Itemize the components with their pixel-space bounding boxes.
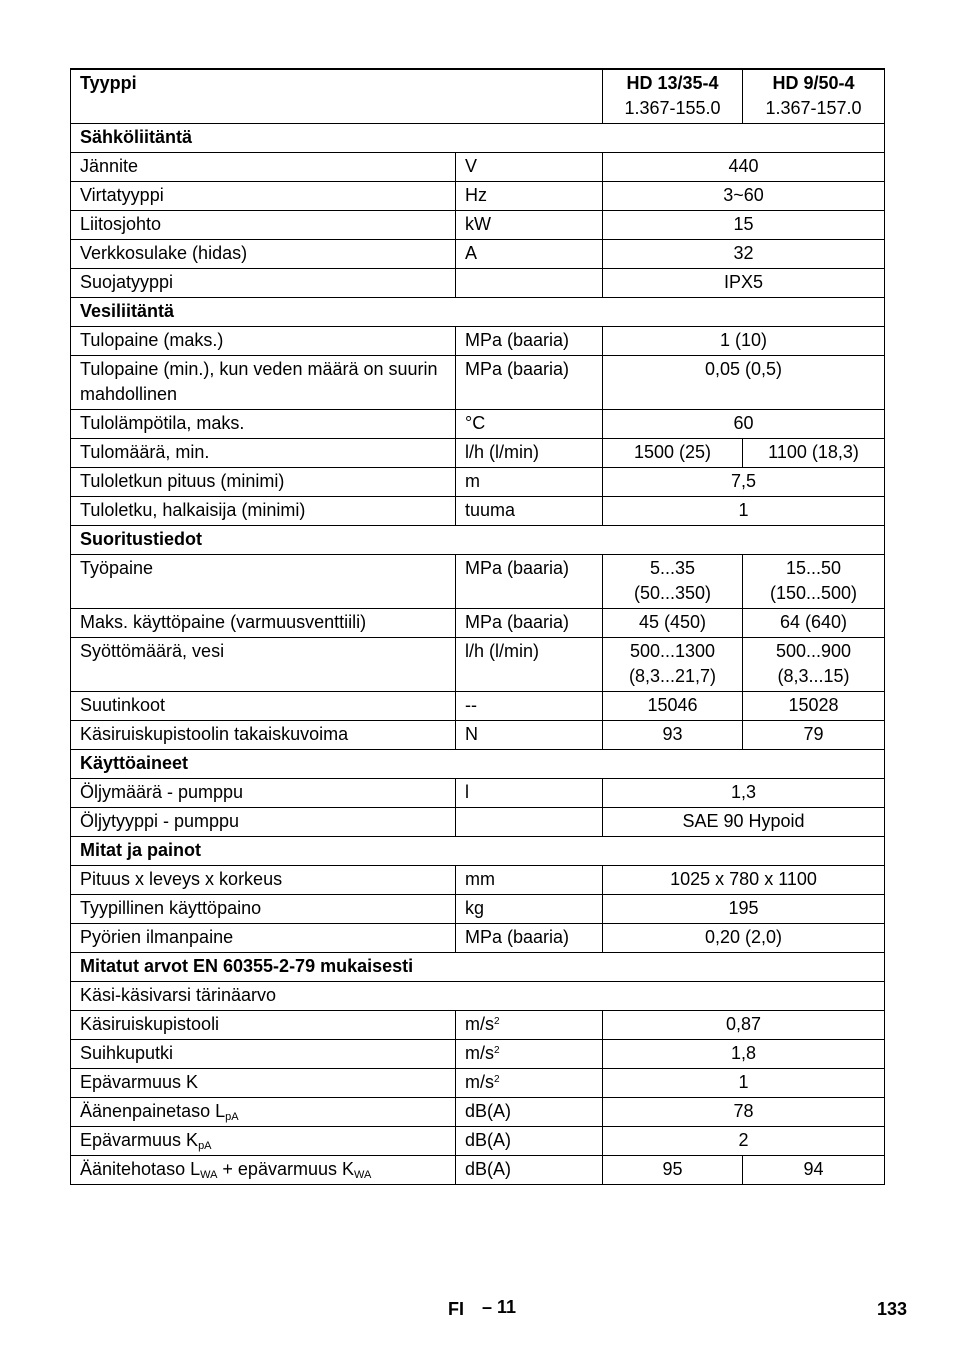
row-label: Käsiruiskupistoolin takaiskuvoima — [71, 721, 456, 750]
row-value-model-1: 500...1300 (8,3...21,7) — [603, 638, 743, 692]
row-value-model-2: 64 (640) — [743, 609, 885, 638]
row-value-model-2: 500...900 (8,3...15) — [743, 638, 885, 692]
table-row — [71, 497, 885, 526]
row-unit: MPa (baaria) — [456, 924, 603, 953]
subheading-row — [71, 982, 885, 1011]
table-row — [71, 808, 885, 837]
model-2-name: HD 9/50-4 — [772, 73, 855, 93]
row-unit: Hz — [456, 182, 603, 211]
model-1-header — [603, 69, 743, 124]
table-row — [71, 555, 885, 609]
model-2-header — [743, 69, 885, 124]
table-row — [71, 895, 885, 924]
table-row — [71, 356, 885, 410]
row-unit: l — [456, 779, 603, 808]
row-unit: mm — [456, 866, 603, 895]
table-row — [71, 1098, 885, 1127]
row-label: Suihkuputki — [71, 1040, 456, 1069]
table-row — [71, 153, 885, 182]
table-row — [71, 439, 885, 468]
row-label: Epävarmuus $K_{pA}$ — [71, 1127, 456, 1156]
row-value: 440 — [603, 153, 885, 182]
row-unit: m — [456, 468, 603, 497]
row-unit — [456, 808, 603, 837]
row-label: Pyörien ilmanpaine — [71, 924, 456, 953]
row-label: Työpaine — [71, 555, 456, 609]
row-value: IPX5 — [603, 269, 885, 298]
row-value: 1 — [603, 497, 885, 526]
row-label: Suojatyyppi — [71, 269, 456, 298]
model-1-code: 1.367-155.0 — [624, 98, 721, 118]
row-value: SAE 90 Hypoid — [603, 808, 885, 837]
row-unit: tuuma — [456, 497, 603, 526]
row-unit: MPa (baaria) — [456, 356, 603, 410]
row-value: 1 (10) — [603, 327, 885, 356]
row-value: 7,5 — [603, 468, 885, 497]
row-value: 15 — [603, 211, 885, 240]
row-value-model-2: 1100 (18,3) — [743, 439, 885, 468]
row-label: Pituus x leveys x korkeus — [71, 866, 456, 895]
table-row — [71, 269, 885, 298]
row-unit: kg — [456, 895, 603, 924]
model-1-name: HD 13/35-4 — [626, 73, 719, 93]
row-unit: °C — [456, 410, 603, 439]
row-label: Maks. käyttöpaine (varmuusventtiili) — [71, 609, 456, 638]
table-header-row — [71, 69, 885, 124]
row-unit: dB(A) — [456, 1127, 603, 1156]
table-row — [71, 1127, 885, 1156]
row-value-model-2: 15...50 (150...500) — [743, 555, 885, 609]
row-label: Äänitehotaso $L_{WA}$ + epävarmuus $K_{WA}$ — [71, 1156, 456, 1185]
row-unit: N — [456, 721, 603, 750]
page-number: 133 — [877, 1299, 908, 1319]
row-value: 0,87 — [603, 1011, 885, 1040]
row-unit: l/h (l/min) — [456, 638, 603, 692]
vibration-subheading: Käsi-käsivarsi tärinäarvo — [71, 982, 885, 1011]
row-value: 0,20 (2,0) — [603, 924, 885, 953]
row-unit — [456, 269, 603, 298]
technical-data-table — [70, 68, 885, 1185]
row-value: 0,05 (0,5) — [603, 356, 885, 410]
table-row — [71, 182, 885, 211]
row-label: Käsiruiskupistooli — [71, 1011, 456, 1040]
table-row — [71, 1011, 885, 1040]
row-value-model-2: 94 — [743, 1156, 885, 1185]
table-row — [71, 609, 885, 638]
row-unit: $m/s^2$ — [456, 1011, 603, 1040]
model-2-code: 1.367-157.0 — [765, 98, 862, 118]
table-row — [71, 779, 885, 808]
row-label: Liitosjohto — [71, 211, 456, 240]
row-label: Tulolämpötila, maks. — [71, 410, 456, 439]
row-label: Tulopaine (maks.) — [71, 327, 456, 356]
table-row — [71, 638, 885, 692]
row-label: Äänenpainetaso $L_{pA}$ — [71, 1098, 456, 1127]
table-row — [71, 327, 885, 356]
section-heading-measured-values: Mitatut arvot EN 60355-2-79 mukaisesti — [71, 953, 885, 982]
row-unit: l/h (l/min) — [456, 439, 603, 468]
row-unit: A — [456, 240, 603, 269]
table-row — [71, 866, 885, 895]
row-label: Jännite — [71, 153, 456, 182]
row-label: Öljytyyppi - pumppu — [71, 808, 456, 837]
row-label: Verkkosulake (hidas) — [71, 240, 456, 269]
row-unit: V — [456, 153, 603, 182]
row-label: Tuloletku, halkaisija (minimi) — [71, 497, 456, 526]
row-unit: $m/s^2$ — [456, 1069, 603, 1098]
table-row — [71, 211, 885, 240]
row-label: Tuloletkun pituus (minimi) — [71, 468, 456, 497]
row-label: Öljymäärä - pumppu — [71, 779, 456, 808]
section-heading-water: Vesiliitäntä — [71, 298, 885, 327]
row-value-model-2: 79 — [743, 721, 885, 750]
row-value: 1,3 — [603, 779, 885, 808]
table-row — [71, 410, 885, 439]
table-row — [71, 924, 885, 953]
table-row — [71, 468, 885, 497]
row-value-model-2: 15028 — [743, 692, 885, 721]
row-value: 2 — [603, 1127, 885, 1156]
row-unit: dB(A) — [456, 1098, 603, 1127]
row-label: Tulopaine (min.), kun veden määrä on suurin mahdollinen — [71, 356, 456, 410]
row-value: 1025 x 780 x 1100 — [603, 866, 885, 895]
row-unit: MPa (baaria) — [456, 327, 603, 356]
type-label: Tyyppi — [71, 69, 603, 124]
row-value-model-1: 15046 — [603, 692, 743, 721]
section-heading-consumables: Käyttöaineet — [71, 750, 885, 779]
row-value-model-1: 5...35 (50...350) — [603, 555, 743, 609]
row-value: 195 — [603, 895, 885, 924]
table-row — [71, 1156, 885, 1185]
table-row — [71, 240, 885, 269]
row-unit: MPa (baaria) — [456, 555, 603, 609]
row-value: 1 — [603, 1069, 885, 1098]
table-row — [71, 721, 885, 750]
row-value-model-1: 45 (450) — [603, 609, 743, 638]
row-value: 1,8 — [603, 1040, 885, 1069]
row-unit: $m/s^2$ — [456, 1040, 603, 1069]
row-label: Suutinkoot — [71, 692, 456, 721]
footer-language: FI — [448, 1299, 464, 1319]
row-label: Tulomäärä, min. — [71, 439, 456, 468]
row-label: Virtatyyppi — [71, 182, 456, 211]
table-row — [71, 692, 885, 721]
row-value: 3~60 — [603, 182, 885, 211]
row-value: 78 — [603, 1098, 885, 1127]
section-heading-dimensions: Mitat ja painot — [71, 837, 885, 866]
row-label: Syöttömäärä, vesi — [71, 638, 456, 692]
row-unit: MPa (baaria) — [456, 609, 603, 638]
row-unit: dB(A) — [456, 1156, 603, 1185]
table-row — [71, 1069, 885, 1098]
row-label: Epävarmuus K — [71, 1069, 456, 1098]
row-value-model-1: 1500 (25) — [603, 439, 743, 468]
row-unit: kW — [456, 211, 603, 240]
table-row — [71, 1040, 885, 1069]
footer-local-page: – 11 — [482, 1297, 517, 1317]
row-value: 60 — [603, 410, 885, 439]
section-heading-performance: Suoritustiedot — [71, 526, 885, 555]
section-heading-electrical: Sähköliitäntä — [71, 124, 885, 153]
row-unit: -- — [456, 692, 603, 721]
row-value-model-1: 95 — [603, 1156, 743, 1185]
row-value-model-1: 93 — [603, 721, 743, 750]
row-label: Tyypillinen käyttöpaino — [71, 895, 456, 924]
row-value: 32 — [603, 240, 885, 269]
